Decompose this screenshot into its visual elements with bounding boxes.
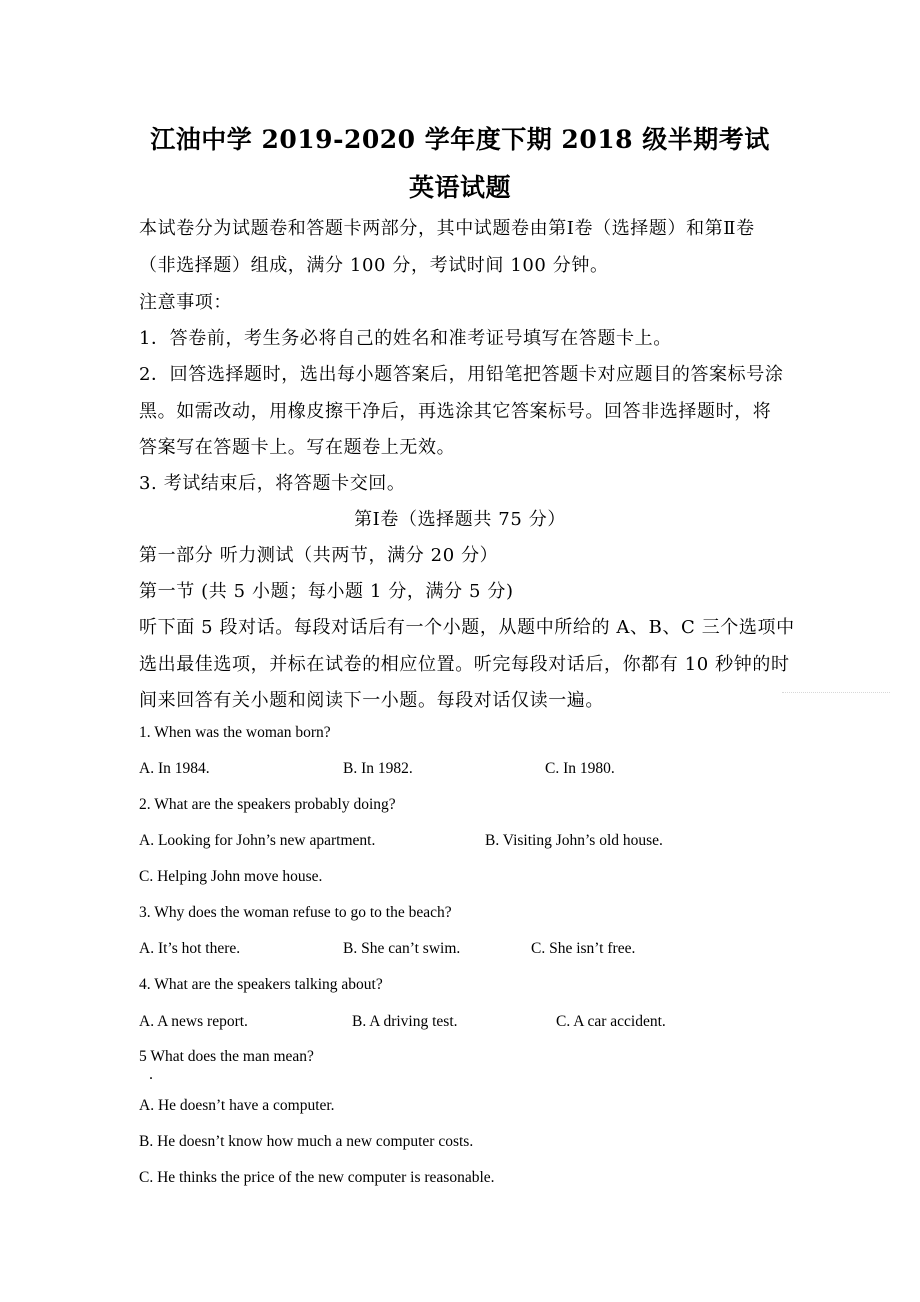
option: B. A driving test.	[352, 1013, 458, 1030]
option: A. In 1984.	[139, 760, 210, 777]
directions-line: 听下面 5 段对话。每段对话后有一个小题，从题中所给的 A、B、C 三个选项中	[139, 617, 795, 638]
option: A. He doesn’t have a computer.	[139, 1097, 335, 1114]
question-stem: 5 What does the man mean?	[139, 1048, 314, 1065]
option: A. It’s hot there.	[139, 940, 241, 957]
question-stem: 4. What are the speakers talking about?	[139, 976, 383, 993]
notice-item: 3. 考试结束后，将答题卡交回。	[139, 473, 406, 494]
intro-line: 本试卷分为试题卷和答题卡两部分，其中试题卷由第Ⅰ卷（选择题）和第Ⅱ卷	[139, 218, 755, 239]
subsection-title: 第一节 (共 5 小题；每小题 1 分，满分 5 分)	[139, 581, 514, 602]
exam-subject: 英语试题	[408, 173, 511, 202]
option: C. A car accident.	[556, 1013, 666, 1030]
stray-dot: .	[149, 1066, 153, 1083]
option: A. Looking for John’s new apartment.	[139, 832, 376, 849]
option: C. He thinks the price of the new computer is reasonable.	[139, 1169, 495, 1186]
dotted-rule	[782, 692, 890, 693]
option: A. A news report.	[139, 1013, 248, 1030]
option: C. She isn’t free.	[531, 940, 636, 957]
option: B. She can’t swim.	[343, 940, 461, 957]
question-stem: 3. Why does the woman refuse to go to the beach?	[139, 904, 452, 921]
notice-item: 黑。如需改动，用橡皮擦干净后，再选涂其它答案标号。回答非选择题时，将	[139, 401, 772, 422]
exam-title: 江油中学 2019-2020 学年度下期 2018 级半期考试	[150, 125, 770, 154]
option: C. In 1980.	[545, 760, 615, 777]
notice-heading: 注意事项：	[139, 292, 232, 313]
option: C. Helping John move house.	[139, 868, 323, 885]
notice-item: 2．回答选择题时，选出每小题答案后，用铅笔把答题卡对应题目的答案标号涂	[139, 364, 784, 385]
option: B. He doesn’t know how much a new computer costs.	[139, 1133, 474, 1150]
notice-item: 答案写在答题卡上。写在题卷上无效。	[139, 437, 456, 458]
option: B. Visiting John’s old house.	[485, 832, 663, 849]
volume-title: 第Ⅰ卷（选择题共 75 分）	[354, 509, 566, 530]
part-title: 第一部分 听力测试（共两节，满分 20 分）	[139, 545, 499, 566]
question-stem: 1. When was the woman born?	[139, 724, 331, 741]
notice-item: 1．答卷前，考生务必将自己的姓名和准考证号填写在答题卡上。	[139, 328, 672, 349]
directions-line: 间来回答有关小题和阅读下一小题。每段对话仅读一遍。	[139, 690, 604, 711]
directions-line: 选出最佳选项，并标在试卷的相应位置。听完每段对话后，你都有 10 秒钟的时	[139, 654, 790, 675]
option: B. In 1982.	[343, 760, 413, 777]
question-stem: 2. What are the speakers probably doing?	[139, 796, 396, 813]
intro-line: （非选择题）组成，满分 100 分，考试时间 100 分钟。	[139, 255, 609, 276]
